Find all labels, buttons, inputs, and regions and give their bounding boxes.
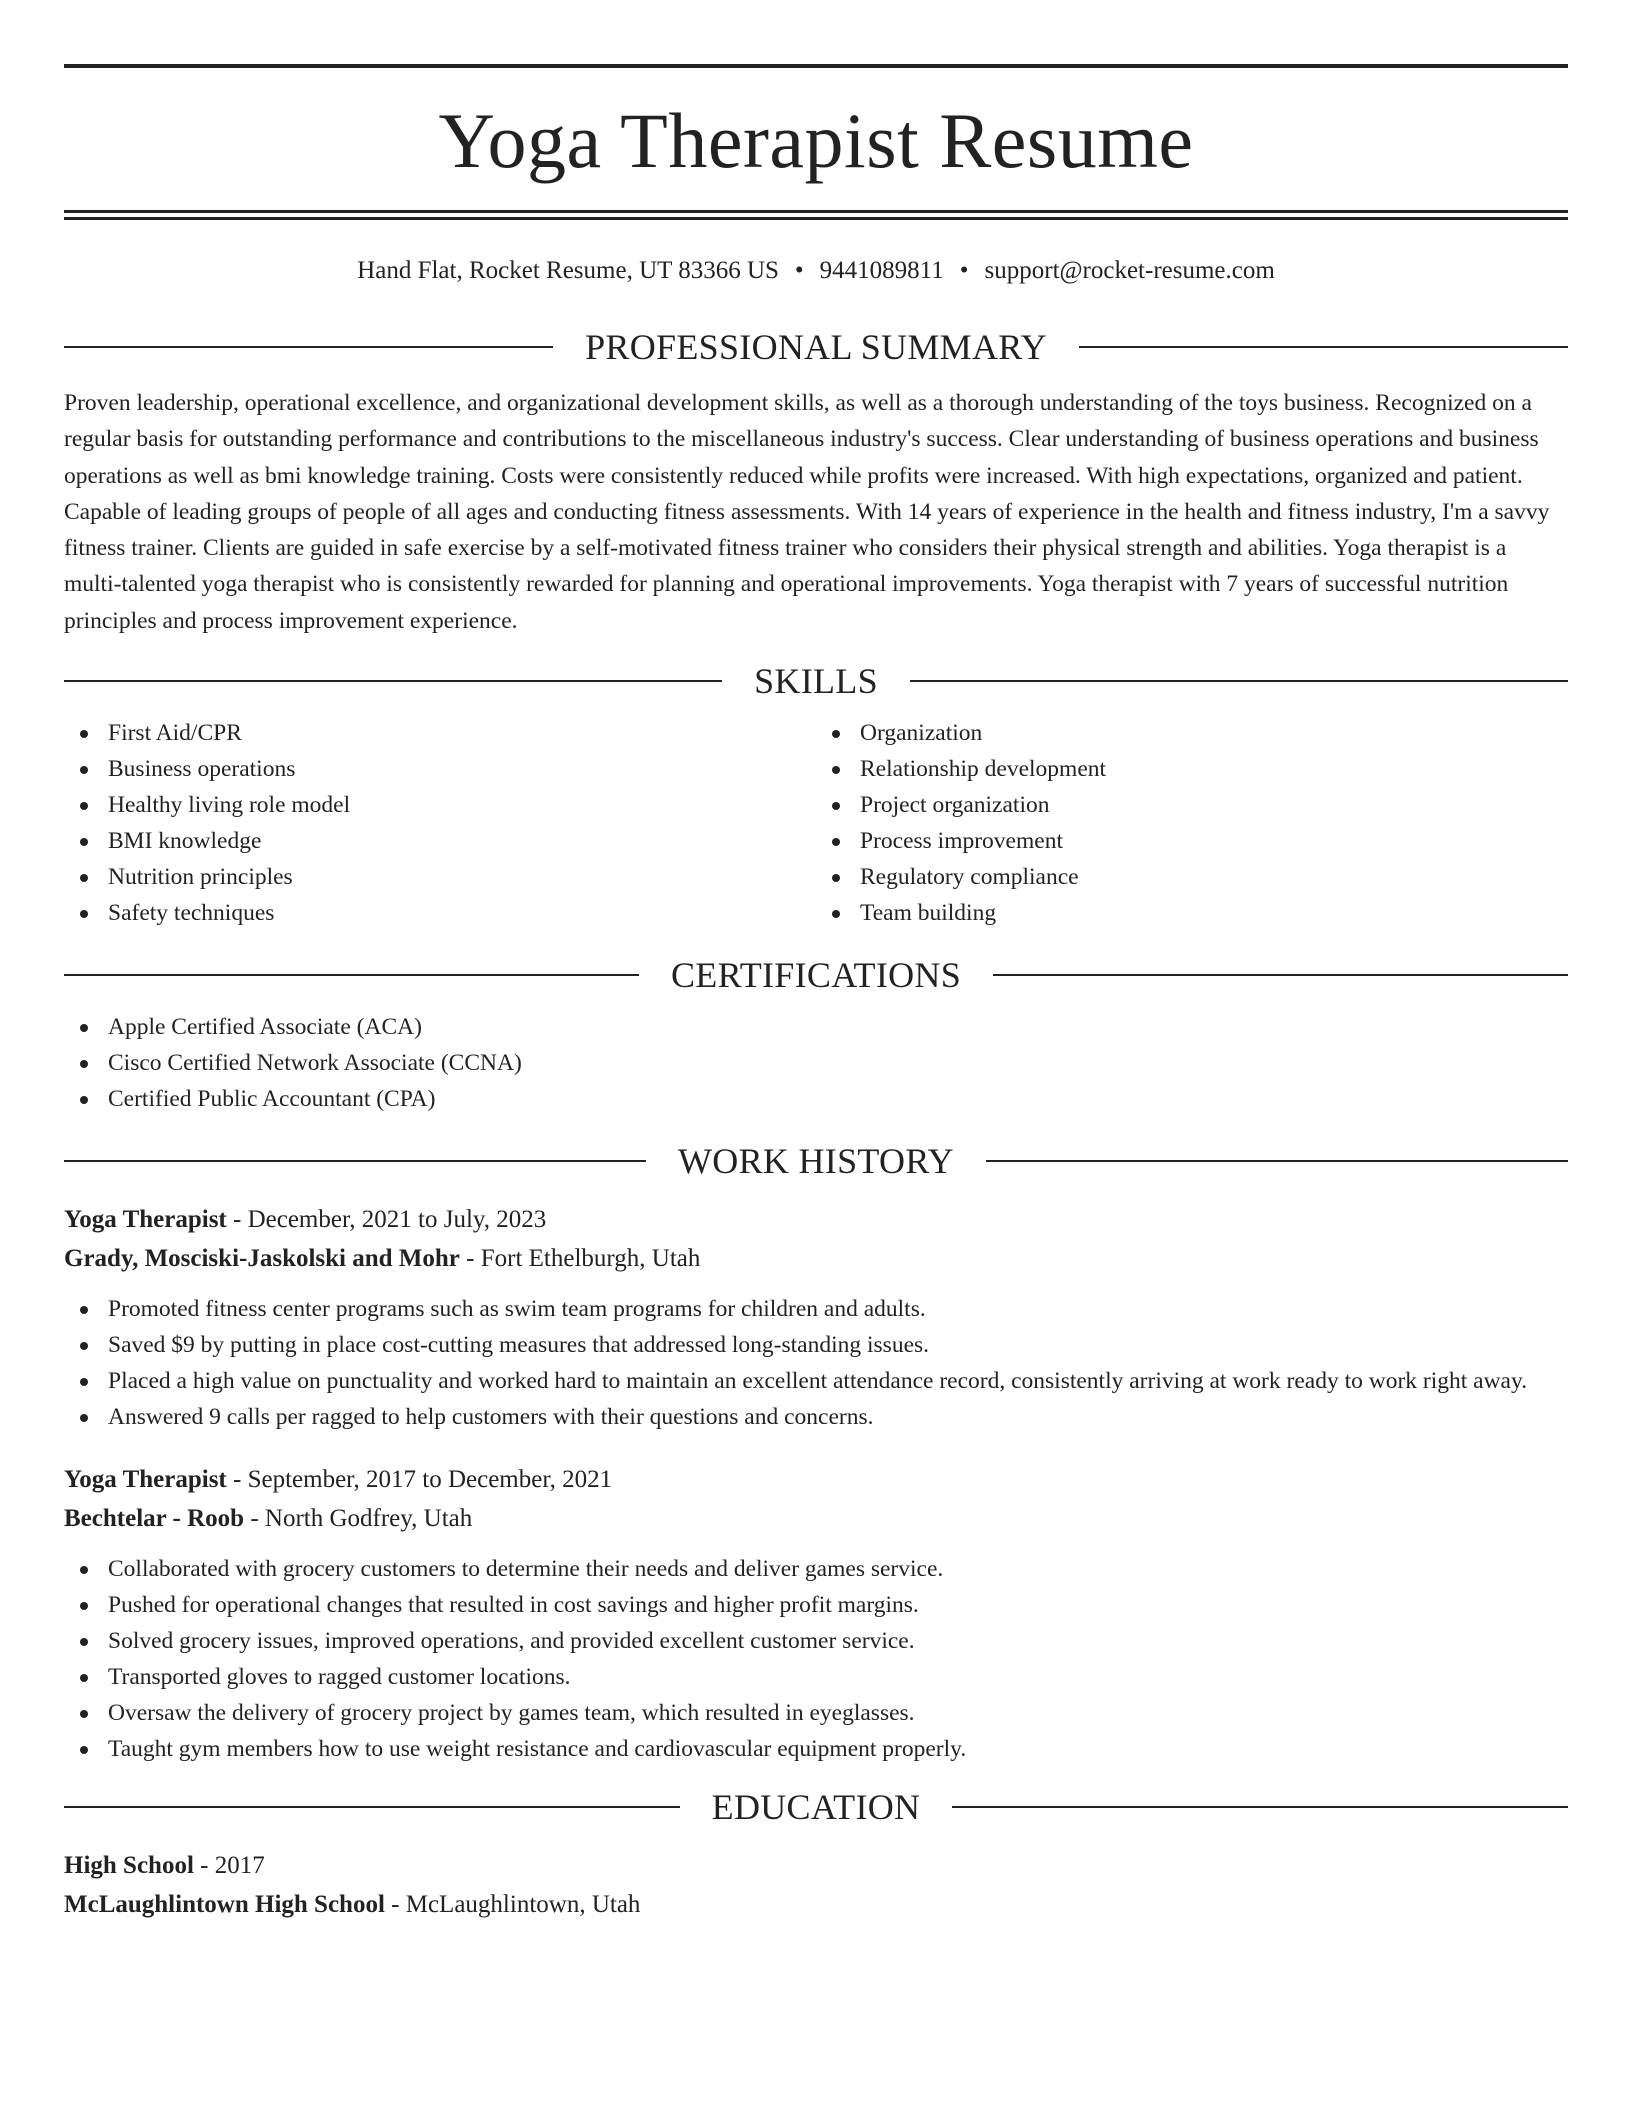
job-title: Yoga Therapist [64,1466,227,1494]
job-bullet: Saved $9 by putting in place cost-cutting measures that addressed long-standing issues. [64,1327,1568,1363]
skill-item: First Aid/CPR [64,715,816,751]
education-degree-line [64,1853,1568,1878]
skill-item: Safety techniques [64,895,816,931]
skill-item: Process improvement [816,823,1568,859]
work-history-section-header [64,1141,1568,1182]
header-rule-left [64,974,639,976]
job-location: - Fort Ethelburgh, Utah [459,1245,701,1273]
skills-section-header [64,661,1568,702]
job-location: - North Godfrey, Utah [244,1505,473,1533]
contact-separator: • [959,257,969,284]
header-rule-right [986,1160,1568,1162]
job-entry [64,1207,1568,1435]
certification-item: Apple Certified Associate (ACA) [64,1009,1568,1045]
education-entry [64,1853,1568,1917]
education-heading: EDUCATION [711,1787,921,1828]
certifications-section-header [64,955,1568,996]
header-rule-left [64,346,553,348]
skill-item: Team building [816,895,1568,931]
skills-column-left [64,715,816,931]
header-rule-right [910,680,1568,682]
job-title: Yoga Therapist [64,1206,227,1234]
job-entry [64,1467,1568,1767]
top-rule [64,64,1568,68]
education-school-line [64,1892,1568,1917]
skill-item: Project organization [816,787,1568,823]
contact-line [64,258,1568,283]
job-bullet: Taught gym members how to use weight resistance and cardiovascular equipment properly. [64,1731,1568,1767]
job-bullets [64,1551,1568,1767]
skill-item: Regulatory compliance [816,859,1568,895]
skills-grid [64,715,1568,931]
work-history-heading: WORK HISTORY [678,1141,954,1182]
header-rule-right [952,1806,1568,1808]
job-bullet: Pushed for operational changes that resulted in cost savings and higher profit margins. [64,1587,1568,1623]
certifications-list [64,1009,1568,1117]
job-bullet: Oversaw the delivery of grocery project by games team, which resulted in eyeglasses. [64,1695,1568,1731]
job-dates: - December, 2021 to July, 2023 [226,1206,547,1234]
certifications-heading: CERTIFICATIONS [670,955,962,996]
job-company: Bechtelar - Roob [64,1505,245,1533]
contact-separator: • [794,257,804,284]
skills-column-right [816,715,1568,931]
header-rule-left [64,1160,646,1162]
contact-address: Hand Flat, Rocket Resume, UT 83366 US [357,257,779,284]
job-bullet: Placed a high value on punctuality and worked hard to maintain an excellent attendance record, consistently arriving at work ready to work right away. [64,1363,1568,1399]
header-rule-left [64,1806,680,1808]
job-bullet: Promoted fitness center programs such as swim team programs for children and adults. [64,1291,1568,1327]
header-rule-right [1079,346,1568,348]
job-title-line [64,1207,1568,1232]
job-company-line [64,1506,1568,1531]
job-title-line [64,1467,1568,1492]
skill-item: Nutrition principles [64,859,816,895]
skills-heading: SKILLS [754,661,878,702]
header-rule-right [993,974,1568,976]
education-year: - 2017 [193,1852,265,1880]
summary-heading: PROFESSIONAL SUMMARY [585,327,1047,367]
job-bullet: Answered 9 calls per ragged to help customers with their questions and concerns. [64,1399,1568,1435]
summary-text: Proven leadership, operational excellence, and organizational development skills, as well as a thorough understanding of the toys business. Recognized on a regular basis for outstanding performance and contributions to the miscellaneous industry's success. Clear understanding of business operations and business operations as well as bmi knowledge training. Costs were consistently reduced while profits were increased. With high expectations, organized and patient. Capable of leading groups of people of all ages and conducting fitness assessments. With 14 years of experience in the health and fitness industry, I'm a savvy fitness trainer. Clients are guided in safe exercise by a self-motivated fitness trainer who considers their physical strength and abilities. Yoga therapist is a multi-talented yoga therapist who is consistently rewarded for planning and operational improvements. Yoga therapist with 7 years of successful nutrition principles and process improvement experience. [64,390,1550,634]
education-degree: High School [64,1852,194,1880]
education-school: McLaughlintown High School [64,1891,385,1919]
job-company-line [64,1246,1568,1271]
education-section-header [64,1787,1568,1828]
job-bullets [64,1291,1568,1435]
skill-item: Relationship development [816,751,1568,787]
job-dates: - September, 2017 to December, 2021 [226,1466,613,1494]
job-company: Grady, Mosciski-Jaskolski and Mohr [64,1245,460,1273]
job-bullet: Collaborated with grocery customers to determine their needs and deliver games service. [64,1551,1568,1587]
summary-section-header [64,329,1568,365]
resume-title: Yoga Therapist Resume [438,97,1194,184]
contact-phone: 9441089811 [819,257,944,284]
education-location: - McLaughlintown, Utah [384,1891,641,1919]
certification-item: Cisco Certified Network Associate (CCNA) [64,1045,1568,1081]
certification-item: Certified Public Accountant (CPA) [64,1081,1568,1117]
skill-item: Business operations [64,751,816,787]
skill-item: Organization [816,715,1568,751]
skill-item: BMI knowledge [64,823,816,859]
header-rule-left [64,680,722,682]
title-double-rule [64,210,1568,220]
skill-item: Healthy living role model [64,787,816,823]
contact-email: support@rocket-resume.com [984,257,1275,284]
job-bullet: Solved grocery issues, improved operations, and provided excellent customer service. [64,1623,1568,1659]
job-bullet: Transported gloves to ragged customer locations. [64,1659,1568,1695]
